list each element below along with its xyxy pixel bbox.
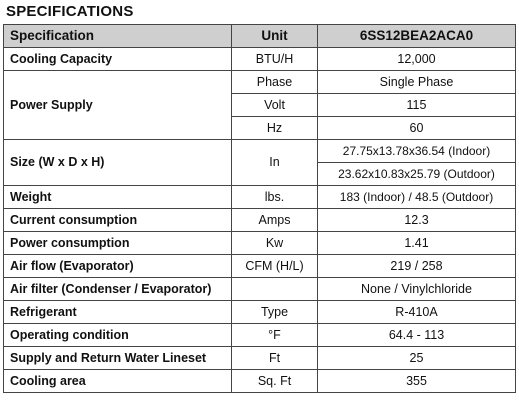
- row-value: 115: [318, 94, 516, 117]
- table-row: [4, 232, 516, 255]
- table-row: [4, 209, 516, 232]
- table-row: [4, 186, 516, 209]
- row-value: 355: [318, 370, 516, 393]
- specifications-table: [3, 24, 516, 393]
- table-row: [4, 370, 516, 393]
- row-unit: In: [232, 140, 318, 186]
- row-unit: BTU/H: [232, 48, 318, 71]
- row-unit: lbs.: [232, 186, 318, 209]
- header-unit: Unit: [232, 25, 318, 48]
- row-label: Cooling area: [4, 370, 232, 393]
- row-label: Refrigerant: [4, 301, 232, 324]
- table-row: [4, 347, 516, 370]
- table-row: [4, 324, 516, 347]
- row-label: Cooling Capacity: [4, 48, 232, 71]
- page-title: SPECIFICATIONS: [6, 3, 134, 20]
- row-unit: CFM (H/L): [232, 255, 318, 278]
- row-value: 1.41: [318, 232, 516, 255]
- table-row: [4, 140, 516, 163]
- row-unit: °F: [232, 324, 318, 347]
- row-label: Power consumption: [4, 232, 232, 255]
- row-label: Air filter (Condenser / Evaporator): [4, 278, 232, 301]
- row-value: 64.4 - 113: [318, 324, 516, 347]
- row-label: Weight: [4, 186, 232, 209]
- row-value: R-410A: [318, 301, 516, 324]
- row-label: Supply and Return Water Lineset: [4, 347, 232, 370]
- table-row: [4, 48, 516, 71]
- header-model: 6SS12BEA2ACA0: [318, 25, 516, 48]
- row-label: Size (W x D x H): [4, 140, 232, 186]
- row-unit: Ft: [232, 347, 318, 370]
- row-unit: [232, 278, 318, 301]
- row-label: Current consumption: [4, 209, 232, 232]
- row-unit: Phase: [232, 71, 318, 94]
- row-unit: Hz: [232, 117, 318, 140]
- row-label: Power Supply: [4, 71, 232, 140]
- row-label: Air flow (Evaporator): [4, 255, 232, 278]
- row-value: 60: [318, 117, 516, 140]
- row-value: 12,000: [318, 48, 516, 71]
- table-row: [4, 278, 516, 301]
- row-label: Operating condition: [4, 324, 232, 347]
- row-value: 219 / 258: [318, 255, 516, 278]
- row-value-indoor: 27.75x13.78x36.54 (Indoor): [318, 140, 516, 163]
- row-value: 183 (Indoor) / 48.5 (Outdoor): [318, 186, 516, 209]
- header-specification: Specification: [4, 25, 232, 48]
- row-unit: Volt: [232, 94, 318, 117]
- row-unit: Type: [232, 301, 318, 324]
- row-unit: Kw: [232, 232, 318, 255]
- row-unit: Sq. Ft: [232, 370, 318, 393]
- row-value: None / Vinylchloride: [318, 278, 516, 301]
- table-row: [4, 255, 516, 278]
- table-row: [4, 301, 516, 324]
- row-value: 25: [318, 347, 516, 370]
- row-value: 12.3: [318, 209, 516, 232]
- row-value: Single Phase: [318, 71, 516, 94]
- row-value-outdoor: 23.62x10.83x25.79 (Outdoor): [318, 163, 516, 186]
- table-header-row: [4, 25, 516, 48]
- row-unit: Amps: [232, 209, 318, 232]
- table-row: [4, 71, 516, 94]
